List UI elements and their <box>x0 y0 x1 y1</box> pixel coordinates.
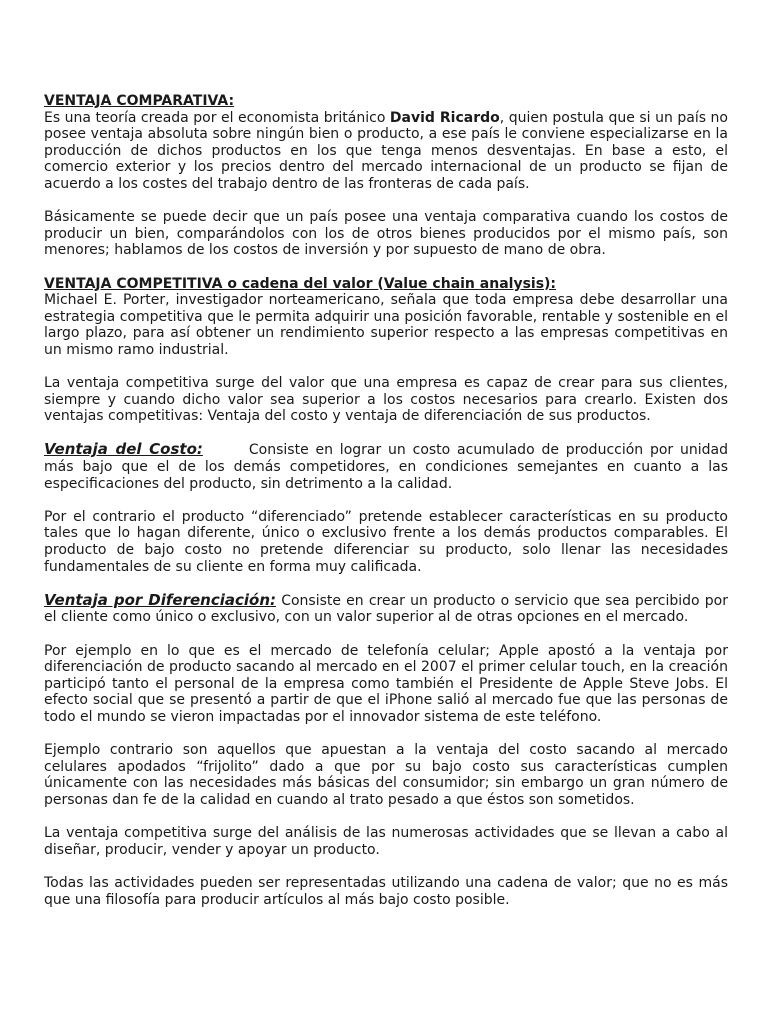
heading-ventaja-comparativa: VENTAJA COMPARATIVA: <box>44 93 235 109</box>
paragraph-competitiva-2: La ventaja competitiva surge del valor que una empresa es capaz de crear para sus clientes, siempre y cuando dicho valor sea superior a los costos necesarios para crearlo. Existen dos ventajas competitivas: Ventaja del costo y ventaja de diferenciación de sus productos. <box>44 375 728 425</box>
paragraph-text: Michael E. Porter, investigador norteamericano, señala que toda empresa debe desarrollar una estrategia competitiva que le permita adquirir una posición favorable, rentable y sostenible en el largo plazo, para así obtener un rendimiento superior respecto a las empresas competitivas en un mismo ramo industrial. <box>44 292 728 358</box>
author-name-bold: David Ricardo <box>389 109 500 126</box>
paragraph-text: , quien postula que si un país no posee ventaja absoluta sobre ningún bien o producto, a ese país le conviene especializarse en la producción de dichos productos en los que tenga menos desventajas. En base a esto, el comercio exterior y los precios dentro del mercado internacional de un producto se fijan de acuerdo a los costes del trabajo dentro de las fronteras de cada país. <box>44 109 728 192</box>
paragraph-diferenciado: Por el contrario el producto “diferenciado” pretende establecer características en su producto tales que lo hagan diferente, único o exclusivo frente a los demás productos comparables. El producto de bajo costo no pretende diferenciar su producto, solo llenar las necesidades fundamentales de su cliente en forma muy calificada. <box>44 508 728 575</box>
paragraph-text: Es una teoría creada por el economista británico <box>44 109 390 126</box>
paragraph-analisis-actividades: La ventaja competitiva surge del análisis de las numerosas actividades que se llevan a cabo al diseñar, producir, vender y apoyar un producto. <box>44 825 728 858</box>
section-comparativa <box>44 93 728 193</box>
paragraph-text: Consiste en crear un producto o servicio que sea percibido por el cliente como único o exclusivo, con un valor superior al de otras opciones en el mercado. <box>44 592 728 626</box>
paragraph-ejemplo-apple: Por ejemplo en lo que es el mercado de telefonía celular; Apple apostó a la ventaja por diferenciación de producto sacando al mercado en el 2007 el primer celular touch, en la creación participó tanto el personal de la empresa como también el Presidente de Apple Steve Jobs. El efecto social que se presentó a partir de que el iPhone salió al mercado fue que las personas de todo el mundo se vieron impactadas por el innovador sistema de este teléfono. <box>44 642 728 725</box>
paragraph-comparativa-2: Básicamente se puede decir que un país posee una ventaja comparativa cuando los costos de producir un bien, comparándolos con los de otros bienes producidos por el mismo país, son menores; hablamos de los costos de inversión y por supuesto de mano de obra. <box>44 209 728 259</box>
paragraph-ventaja-costo <box>44 441 728 492</box>
paragraph-text: Consiste en lograr un costo acumulado de producción por unidad más bajo que el de los demás competidores, en condiciones semejantes en cuanto a las especificaciones del producto, sin detrimento a la calidad. <box>44 442 728 492</box>
subheading-ventaja-costo: Ventaja del Costo: <box>44 440 203 459</box>
paragraph-ventaja-diferenciacion <box>44 592 728 626</box>
subheading-ventaja-diferenciacion: Ventaja por Diferenciación: <box>44 590 276 609</box>
document-page <box>44 93 728 925</box>
paragraph-ejemplo-frijolito: Ejemplo contrario son aquellos que apuestan a la ventaja del costo sacando al mercado celulares apodados “frijolito” dado a que por su bajo costo sus características cumplen únicamente con las necesidades más básicas del consumidor; sin embargo un gran número de personas dan fe de la calidad en cuando al trato pesado a que éstos son sometidos. <box>44 742 728 808</box>
heading-ventaja-competitiva: VENTAJA COMPETITIVA o cadena del valor (Value chain analysis): <box>44 275 557 292</box>
paragraph-cadena-valor: Todas las actividades pueden ser representadas utilizando una cadena de valor; que no es más que una filosofía para producir artículos al más bajo costo posible. <box>44 874 728 908</box>
section-competitiva <box>44 276 728 359</box>
